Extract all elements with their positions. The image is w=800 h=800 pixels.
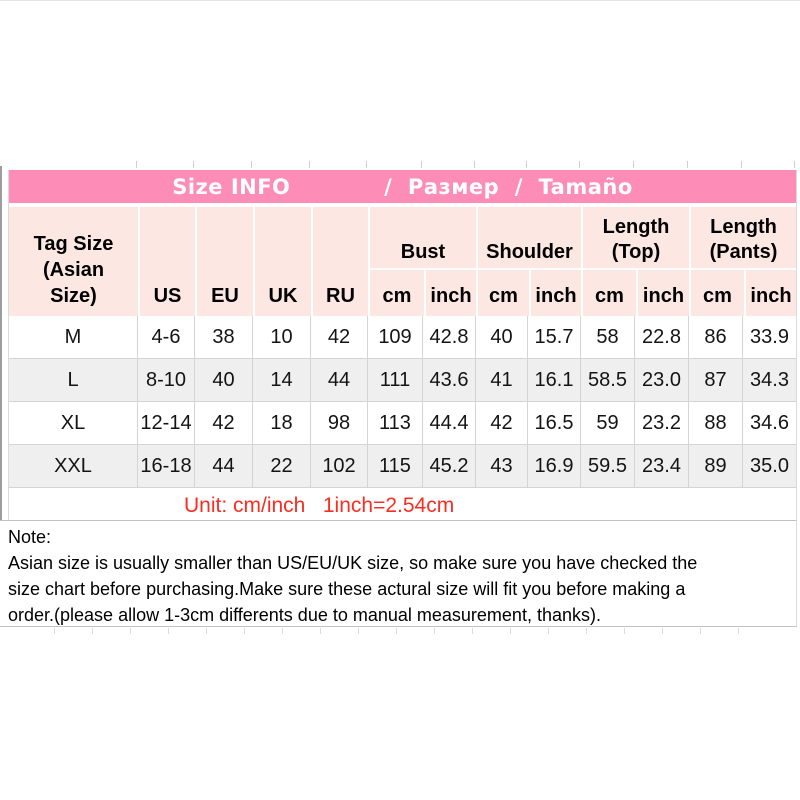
size-cell: 43 bbox=[476, 445, 528, 487]
header-group-length-top-label: Length (Top) bbox=[583, 207, 689, 270]
size-cell: 23.0 bbox=[635, 359, 689, 401]
header-group-bust bbox=[368, 207, 476, 316]
size-cell: 44 bbox=[195, 445, 253, 487]
size-cell: 86 bbox=[689, 316, 743, 358]
size-table bbox=[8, 170, 797, 524]
size-cell: 43.6 bbox=[423, 359, 476, 401]
size-cell: XXL bbox=[9, 445, 138, 487]
size-cell: 12-14 bbox=[138, 402, 195, 444]
table-row-m bbox=[9, 316, 796, 359]
header-length-top-cm: cm bbox=[595, 285, 624, 307]
header-ru: RU bbox=[311, 207, 368, 316]
size-cell: 113 bbox=[368, 402, 423, 444]
size-cell: 34.6 bbox=[750, 411, 789, 434]
size-cell: 14 bbox=[253, 359, 311, 401]
size-cell: 22 bbox=[253, 445, 311, 487]
table-row-xxl bbox=[9, 445, 796, 488]
size-cell: 98 bbox=[311, 402, 368, 444]
size-cell: 15.7 bbox=[528, 316, 581, 358]
grid-line-top bbox=[0, 0, 800, 1]
header-group-length-top bbox=[581, 207, 689, 316]
note-title: Note: bbox=[8, 527, 52, 547]
size-cell: L bbox=[9, 359, 138, 401]
header-tag-size-line: Tag Size bbox=[33, 233, 114, 255]
header-group-bust-label: Bust bbox=[370, 207, 476, 270]
size-cell: 22.8 bbox=[635, 316, 689, 358]
size-cell: 111 bbox=[368, 359, 423, 401]
size-cell: 38 bbox=[195, 316, 253, 358]
table-row-l bbox=[9, 359, 796, 402]
header-bust-cm: cm bbox=[382, 285, 412, 307]
header-tag-size bbox=[9, 207, 138, 316]
size-cell: 44 bbox=[311, 359, 368, 401]
unit-row bbox=[9, 488, 796, 524]
header-us: US bbox=[138, 207, 195, 316]
header-length-top-inch: inch bbox=[636, 270, 689, 316]
size-cell: 44.4 bbox=[423, 402, 476, 444]
size-cell: 58.5 bbox=[581, 359, 635, 401]
size-cell: 16-18 bbox=[138, 445, 195, 487]
size-cell: 8-10 bbox=[138, 359, 195, 401]
size-cell: 16.1 bbox=[528, 359, 581, 401]
header-group-length-pants-label: Length (Pants) bbox=[691, 207, 796, 270]
header-uk: UK bbox=[253, 207, 311, 316]
size-cell: XL bbox=[9, 402, 138, 444]
header-shoulder-cm: cm bbox=[489, 285, 518, 307]
size-cell: 16.5 bbox=[528, 402, 581, 444]
note-line: Asian size is usually smaller than US/EU/UK size, so make sure you have checked the bbox=[8, 553, 698, 573]
header-length-pants-inch: inch bbox=[744, 270, 796, 316]
size-cell: 59.5 bbox=[581, 445, 635, 487]
size-cell: 23.4 bbox=[635, 445, 689, 487]
size-cell: 42.8 bbox=[423, 316, 476, 358]
size-cell: 42 bbox=[195, 402, 253, 444]
size-cell: 115 bbox=[368, 445, 423, 487]
size-cell: 42 bbox=[476, 402, 528, 444]
size-cell: 59 bbox=[581, 402, 635, 444]
size-cell: 16.9 bbox=[528, 445, 581, 487]
header-tag-size-line: Size) bbox=[50, 285, 97, 307]
size-cell: 23.2 bbox=[635, 402, 689, 444]
size-cell: 45.2 bbox=[423, 445, 476, 487]
size-cell: 4-6 bbox=[138, 316, 195, 358]
unit-text: Unit: cm/inch 1inch=2.54cm bbox=[184, 494, 455, 517]
size-cell: 42 bbox=[311, 316, 368, 358]
header-eu: EU bbox=[195, 207, 253, 316]
size-cell: 10 bbox=[253, 316, 311, 358]
table-title-bar bbox=[9, 170, 796, 203]
size-cell: 40 bbox=[476, 316, 528, 358]
table-row-xl bbox=[9, 402, 796, 445]
size-cell: M bbox=[9, 316, 138, 358]
note-line: size chart before purchasing.Make sure these actural size will fit you before making a bbox=[8, 579, 686, 599]
header-bust-inch: inch bbox=[424, 270, 476, 316]
size-cell: 87 bbox=[689, 359, 743, 401]
note-line: order.(please allow 1-3cm differents due to manual measurement, thanks). bbox=[8, 605, 601, 625]
header-group-shoulder bbox=[476, 207, 581, 316]
header-length-pants-cm: cm bbox=[703, 285, 732, 307]
size-cell: 40 bbox=[195, 359, 253, 401]
size-cell: 89 bbox=[689, 445, 743, 487]
size-cell: 35.0 bbox=[750, 454, 789, 477]
size-cell: 102 bbox=[311, 445, 368, 487]
header-group-shoulder-label: Shoulder bbox=[478, 207, 581, 270]
grid-stubs-bottom bbox=[54, 628, 776, 634]
header-shoulder-inch: inch bbox=[529, 270, 581, 316]
size-cell: 33.9 bbox=[750, 325, 789, 348]
size-cell: 88 bbox=[689, 402, 743, 444]
size-cell: 58 bbox=[581, 316, 635, 358]
note-block bbox=[0, 520, 797, 627]
header-group-length-pants bbox=[689, 207, 796, 316]
header-tag-size-line: (Asian bbox=[42, 259, 105, 281]
table-title: Size INFO / Размер / Tamaño bbox=[172, 174, 633, 199]
size-cell: 109 bbox=[368, 316, 423, 358]
table-header-row bbox=[9, 203, 796, 316]
size-cell: 34.3 bbox=[750, 368, 789, 391]
size-cell: 18 bbox=[253, 402, 311, 444]
size-cell: 41 bbox=[476, 359, 528, 401]
